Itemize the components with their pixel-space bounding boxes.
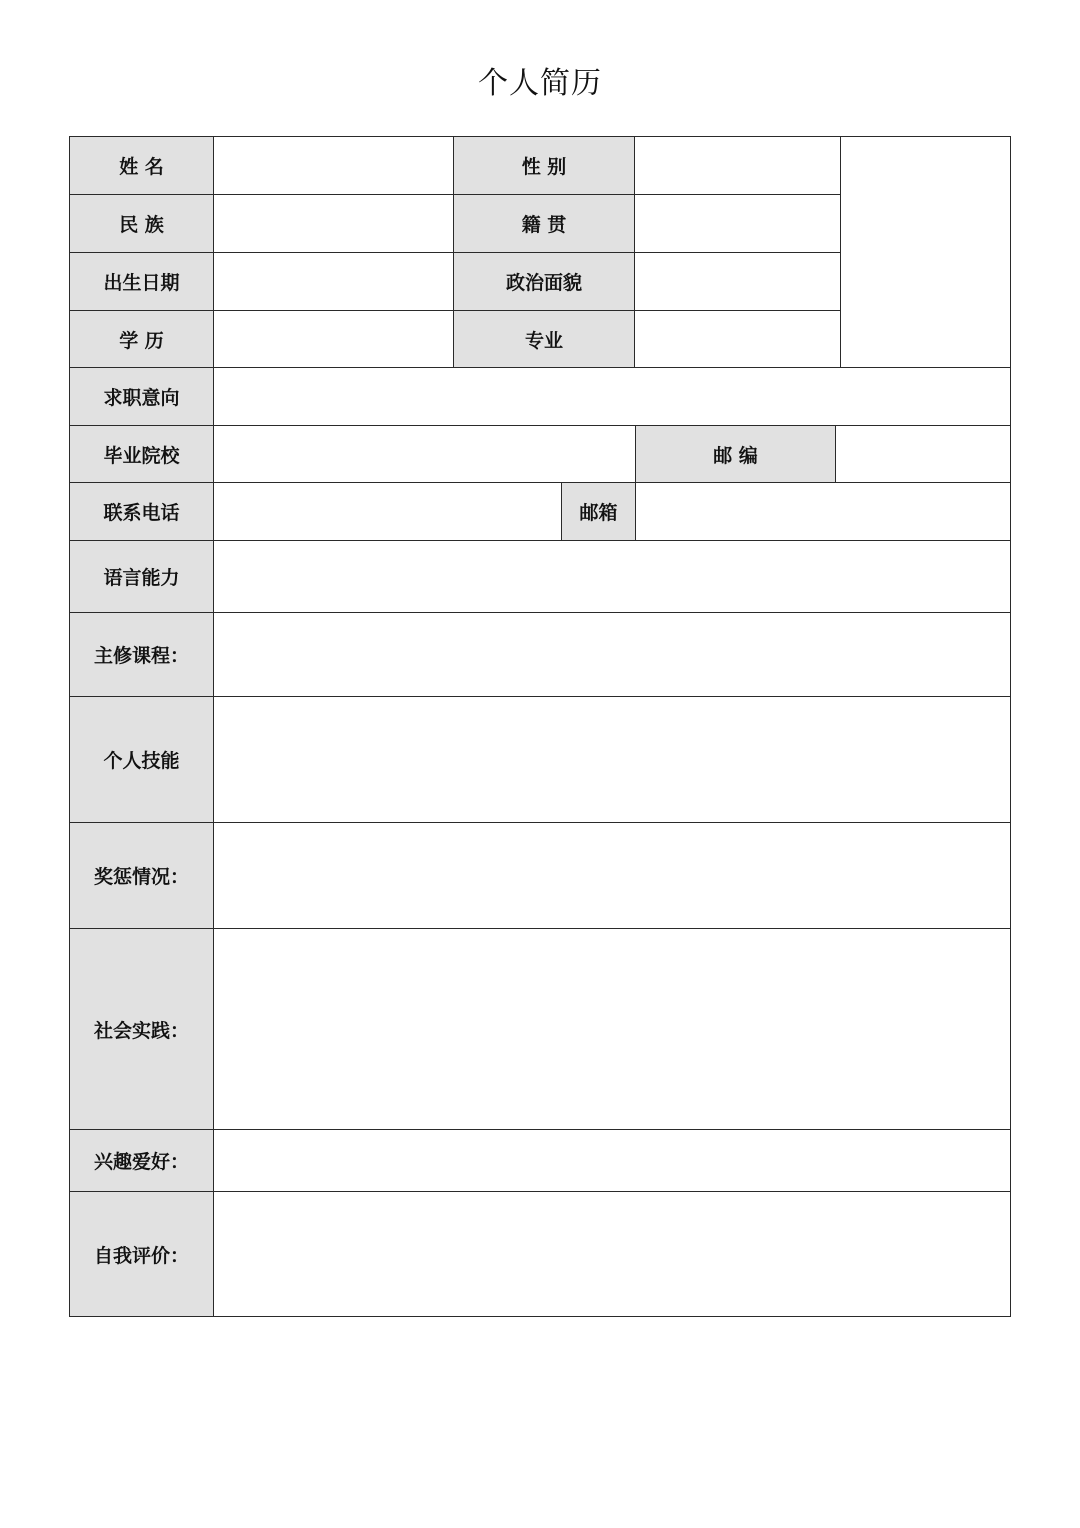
label-major: 专业 <box>453 310 635 368</box>
label-self-evaluation: 自我评价： <box>69 1191 214 1317</box>
label-native-place: 籍 贯 <box>453 194 635 253</box>
label-hobbies: 兴趣爱好： <box>69 1129 214 1192</box>
field-personal-skills[interactable] <box>213 696 1011 823</box>
field-education[interactable] <box>213 310 454 368</box>
label-main-courses: 主修课程： <box>69 612 214 697</box>
label-graduated-school: 毕业院校 <box>69 425 214 483</box>
label-gender: 性 别 <box>453 136 635 195</box>
field-major[interactable] <box>634 310 841 368</box>
field-political-status[interactable] <box>634 252 841 311</box>
page-title: 个人简历 <box>478 66 602 101</box>
field-language-ability[interactable] <box>213 540 1011 613</box>
label-language-ability: 语言能力 <box>69 540 214 613</box>
field-self-evaluation[interactable] <box>213 1191 1011 1317</box>
field-hobbies[interactable] <box>213 1129 1011 1192</box>
label-job-objective: 求职意向 <box>69 367 214 426</box>
label-name: 姓 名 <box>69 136 214 195</box>
photo-box[interactable] <box>840 136 1011 368</box>
label-phone: 联系电话 <box>69 482 214 541</box>
field-social-practice[interactable] <box>213 928 1011 1130</box>
field-gender[interactable] <box>634 136 841 195</box>
label-email: 邮箱 <box>561 482 636 541</box>
field-email[interactable] <box>635 482 1011 541</box>
label-political-status: 政治面貌 <box>453 252 635 311</box>
field-phone[interactable] <box>213 482 562 541</box>
field-ethnicity[interactable] <box>213 194 454 253</box>
field-postal-code[interactable] <box>835 425 1011 483</box>
field-graduated-school[interactable] <box>213 425 636 483</box>
field-main-courses[interactable] <box>213 612 1011 697</box>
label-personal-skills: 个人技能 <box>69 696 214 823</box>
label-awards: 奖惩情况： <box>69 822 214 929</box>
label-education: 学 历 <box>69 310 214 368</box>
field-awards[interactable] <box>213 822 1011 929</box>
field-name[interactable] <box>213 136 454 195</box>
label-ethnicity: 民 族 <box>69 194 214 253</box>
field-job-objective[interactable] <box>213 367 1011 426</box>
label-birth-date: 出生日期 <box>69 252 214 311</box>
label-social-practice: 社会实践： <box>69 928 214 1130</box>
field-native-place[interactable] <box>634 194 841 253</box>
label-postal-code: 邮 编 <box>635 425 836 483</box>
field-birth-date[interactable] <box>213 252 454 311</box>
